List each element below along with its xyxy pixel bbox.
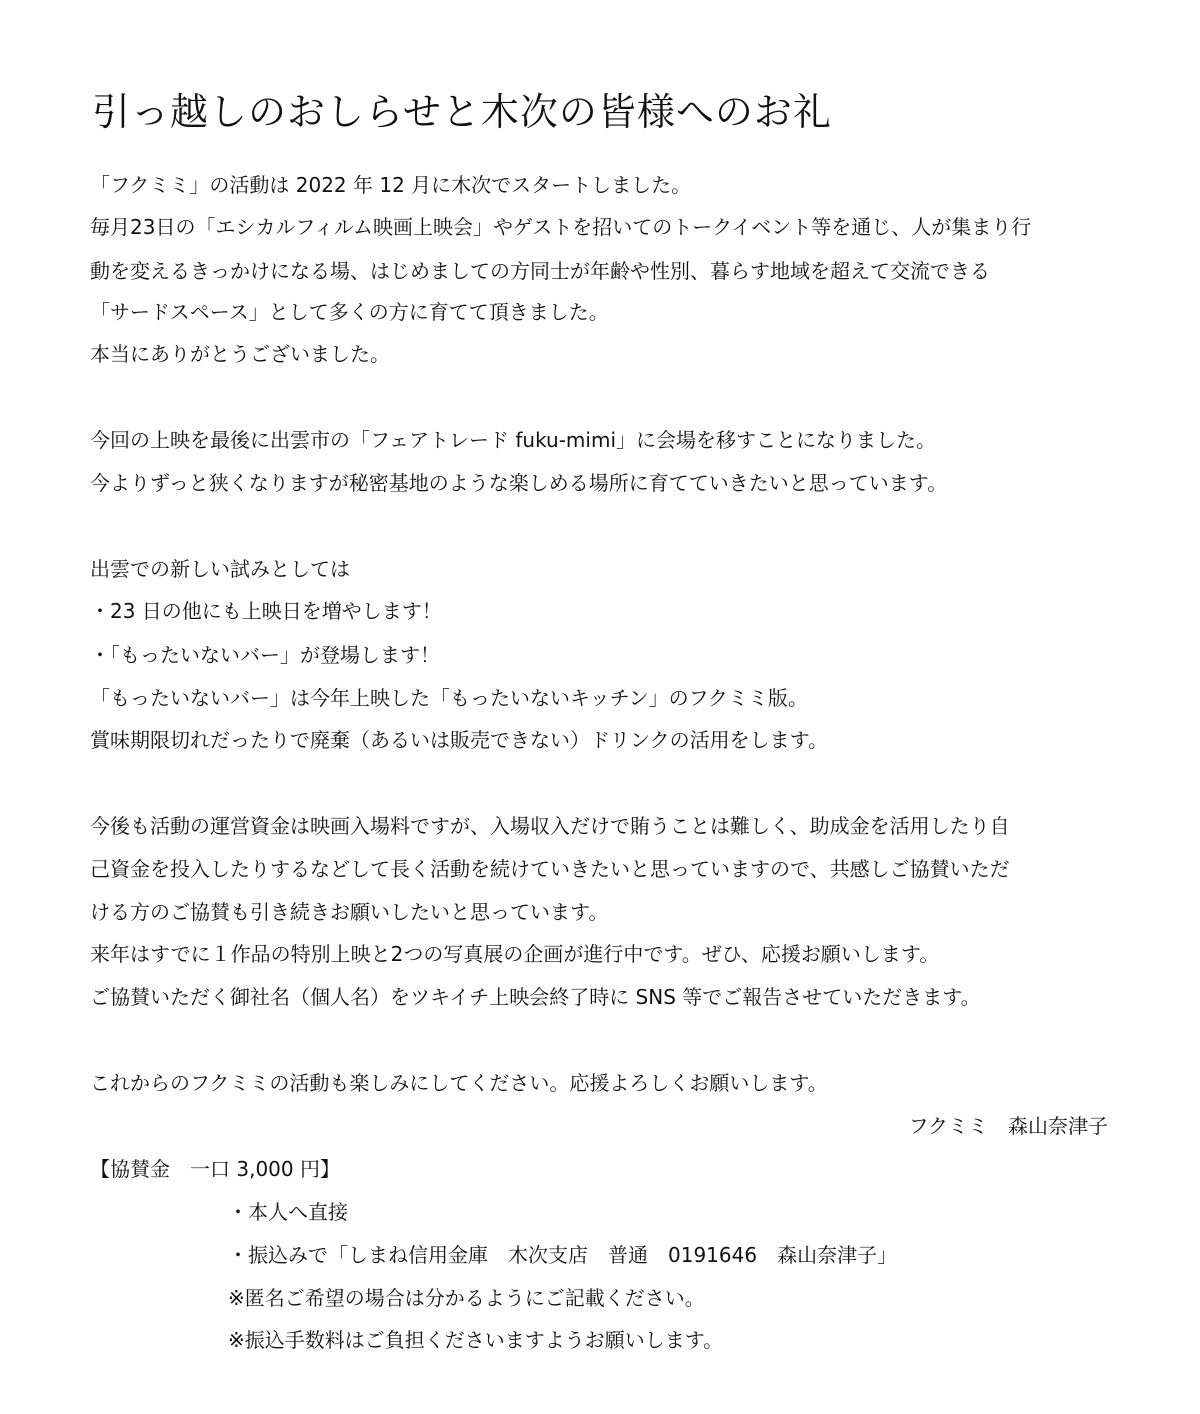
document-title: 引っ越しのおしらせと木次の皆様へのお礼 (92, 90, 832, 134)
attempts-line-1: 出雲での新しい試みとしては (90, 557, 350, 581)
intro-line-5: 本当にありがとうございました。 (90, 342, 390, 366)
intro-line-1: 「フクミミ」の活動は 2022 年 12 月に木次でスタートしました。 (90, 173, 692, 197)
sponsorship-note-fee: ※振込手数料はご負担くださいますようお願いします。 (228, 1328, 724, 1352)
attempts-line-5: 賞味期限切れだったりで廃棄（あるいは販売できない）ドリンクの活用をします。 (90, 728, 828, 752)
intro-line-3: 動を変えるきっかけになる場、はじめましての方同士が年齢や性別、暮らす地域を超えて交流できる (90, 259, 990, 283)
sponsorship-item-direct: ・本人へ直接 (228, 1200, 348, 1224)
move-line-1: 今回の上映を最後に出雲市の「フェアトレード fuku-mimi」に会場を移すことになりました。 (90, 428, 937, 452)
attempts-line-4: 「もったいないバー」は今年上映した「もったいないキッチン」のフクミミ版。 (90, 686, 808, 710)
closing-line: これからのフクミミの活動も楽しみにしてください。応援よろしくお願いします。 (90, 1071, 828, 1095)
attempts-line-2: ・23 日の他にも上映日を増やします！ (90, 599, 442, 623)
funding-line-4: 来年はすでに１作品の特別上映と2つの写真展の企画が進行中です。ぜひ、応援お願いします。 (90, 942, 940, 966)
funding-line-5: ご協賛いただく御社名（個人名）をツキイチ上映会終了時に SNS 等でご報告させていただきます。 (90, 985, 981, 1009)
intro-line-2: 毎月23日の「エシカルフィルム映画上映会」やゲストを招いてのトークイベント等を通じ、人が集まり行 (90, 215, 1032, 239)
intro-line-4: 「サードスペース」として多くの方に育てて頂きました。 (90, 300, 609, 324)
signature: フクミミ 森山奈津子 (908, 1114, 1108, 1138)
sponsorship-header: 【協賛金 一口 3,000 円】 (90, 1157, 340, 1181)
attempts-line-3: ・「もったいないバー」が登場します！ (90, 643, 440, 667)
funding-line-1: 今後も活動の運営資金は映画入場料ですが、入場収入だけで賄うことは難しく、助成金を活用したり自 (90, 814, 1010, 838)
funding-line-2: 己資金を投入したりするなどして長く活動を続けていきたいと思っていますので、共感しご協賛いただ (90, 857, 1010, 881)
sponsorship-note-anonymous: ※匿名ご希望の場合は分かるようにご記載ください。 (228, 1286, 705, 1310)
move-line-2: 今よりずっと狭くなりますが秘密基地のような楽しめる場所に育てていきたいと思っています。 (90, 471, 948, 495)
funding-line-3: ける方のご協賛も引き続きお願いしたいと思っています。 (90, 900, 609, 924)
sponsorship-item-transfer: ・振込みで「しまね信用金庫 木次支店 普通 0191646 森山奈津子」 (228, 1243, 898, 1267)
